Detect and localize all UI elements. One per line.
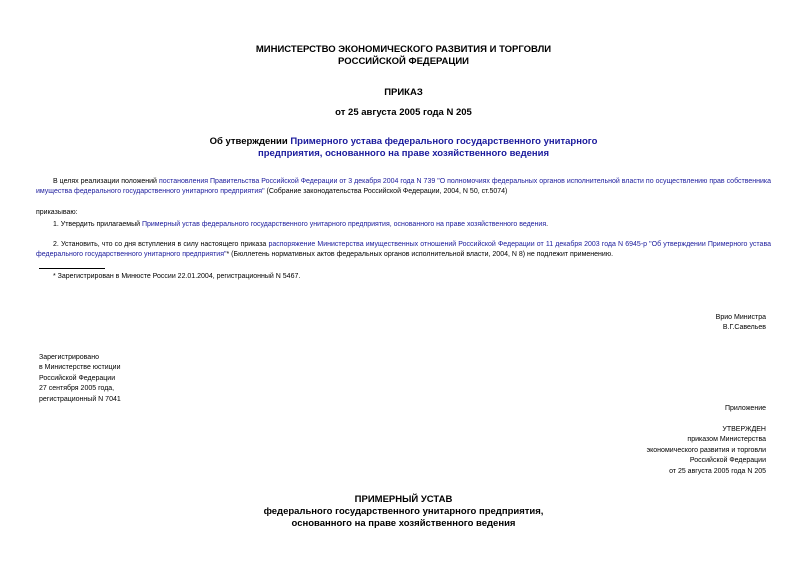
charter-title-line3: основанного на праве хозяйственного ведения bbox=[291, 518, 516, 529]
order-word: приказываю: bbox=[36, 209, 78, 216]
ministry-title-line1: МИНИСТЕРСТВО ЭКОНОМИЧЕСКОГО РАЗВИТИЯ И ТОРГОВЛИ bbox=[255, 44, 552, 55]
subject-link-line2[interactable]: предприятия, основанного на праве хозяйственного ведения bbox=[257, 148, 550, 159]
item1-text-2: . bbox=[546, 221, 549, 228]
subject-prefix: Об утверждении bbox=[209, 136, 291, 147]
item2-text-2: * (Бюллетень нормативных актов федеральных органов исполнительной власти, 2004, N 8) не подлежит применению. bbox=[226, 251, 614, 258]
doc-date: от 25 августа 2005 года N 205 bbox=[335, 107, 472, 118]
approval-block bbox=[647, 425, 766, 477]
government-decree-link[interactable]: постановления Правительства Российской Федерации от 3 декабря 2004 года N 739 "О полномочиях федеральных органов исполнительной власти по осуществлению прав собственника имущества федерального государственного унитарного предприятия" bbox=[36, 178, 771, 195]
ministry-title-line2: РОССИЙСКОЙ ФЕДЕРАЦИИ bbox=[337, 56, 469, 67]
item2-text-1: 2. Установить, что со дня вступления в силу настоящего приказа bbox=[53, 241, 269, 248]
registration-line-1: Зарегистрировано bbox=[39, 354, 99, 361]
order-item-1 bbox=[36, 220, 771, 230]
doc-type: ПРИКАЗ bbox=[384, 87, 423, 98]
approval-line-4: Российской Федерации bbox=[689, 457, 766, 465]
ministry-title bbox=[0, 44, 807, 68]
registration-block bbox=[39, 353, 121, 405]
approval-line-1: УТВЕРЖДЕН bbox=[722, 426, 766, 433]
charter-title-line2: федерального государственного унитарного предприятия, bbox=[263, 506, 544, 517]
item1-text-1: 1. Утвердить прилагаемый bbox=[53, 221, 142, 228]
signature-name: В.Г.Савельев bbox=[722, 324, 766, 332]
registration-line-3: Российской Федерации bbox=[39, 374, 116, 382]
signature-position: Врио Министра bbox=[715, 314, 766, 321]
footnote-divider bbox=[39, 268, 105, 269]
appendix-label: Приложение bbox=[724, 405, 766, 412]
signature-block bbox=[716, 313, 766, 334]
approval-line-3: экономического развития и торговли bbox=[646, 446, 766, 454]
registration-line-2: в Министерстве юстиции bbox=[39, 364, 121, 372]
ministry-order-link[interactable]: распоряжение Министерства имущественных отношений Российской Федерации от 11 декабря 2003 года N 6945-р "Об утверждении Примерного устава федерального государственного унитарного предприятия" bbox=[36, 241, 771, 258]
charter-title-line1: ПРИМЕРНЫЙ УСТАВ bbox=[354, 494, 453, 505]
approval-line-2: приказом Министерства bbox=[687, 436, 766, 444]
subject-link[interactable]: Примерного устава федерального государственного унитарного bbox=[290, 136, 598, 147]
registration-line-5: регистрационный N 7041 bbox=[39, 395, 121, 403]
footnote: * Зарегистрирован в Минюсте России 22.01.2004, регистрационный N 5467. bbox=[53, 273, 301, 280]
intro-text-2: (Собрание законодательства Российской Федерации, 2004, N 50, ст.5074) bbox=[264, 188, 508, 195]
approval-line-5: от 25 августа 2005 года N 205 bbox=[669, 467, 766, 475]
doc-subject bbox=[0, 136, 807, 160]
intro-text-1: В целях реализации положений bbox=[53, 178, 159, 185]
charter-link[interactable]: Примерный устав федерального государственного унитарного предприятия, основанного на праве хозяйственного ведения bbox=[141, 221, 547, 228]
intro-paragraph bbox=[36, 177, 771, 197]
order-item-2 bbox=[36, 240, 771, 260]
charter-title bbox=[0, 494, 807, 530]
registration-line-4: 27 сентября 2005 года, bbox=[39, 385, 115, 393]
